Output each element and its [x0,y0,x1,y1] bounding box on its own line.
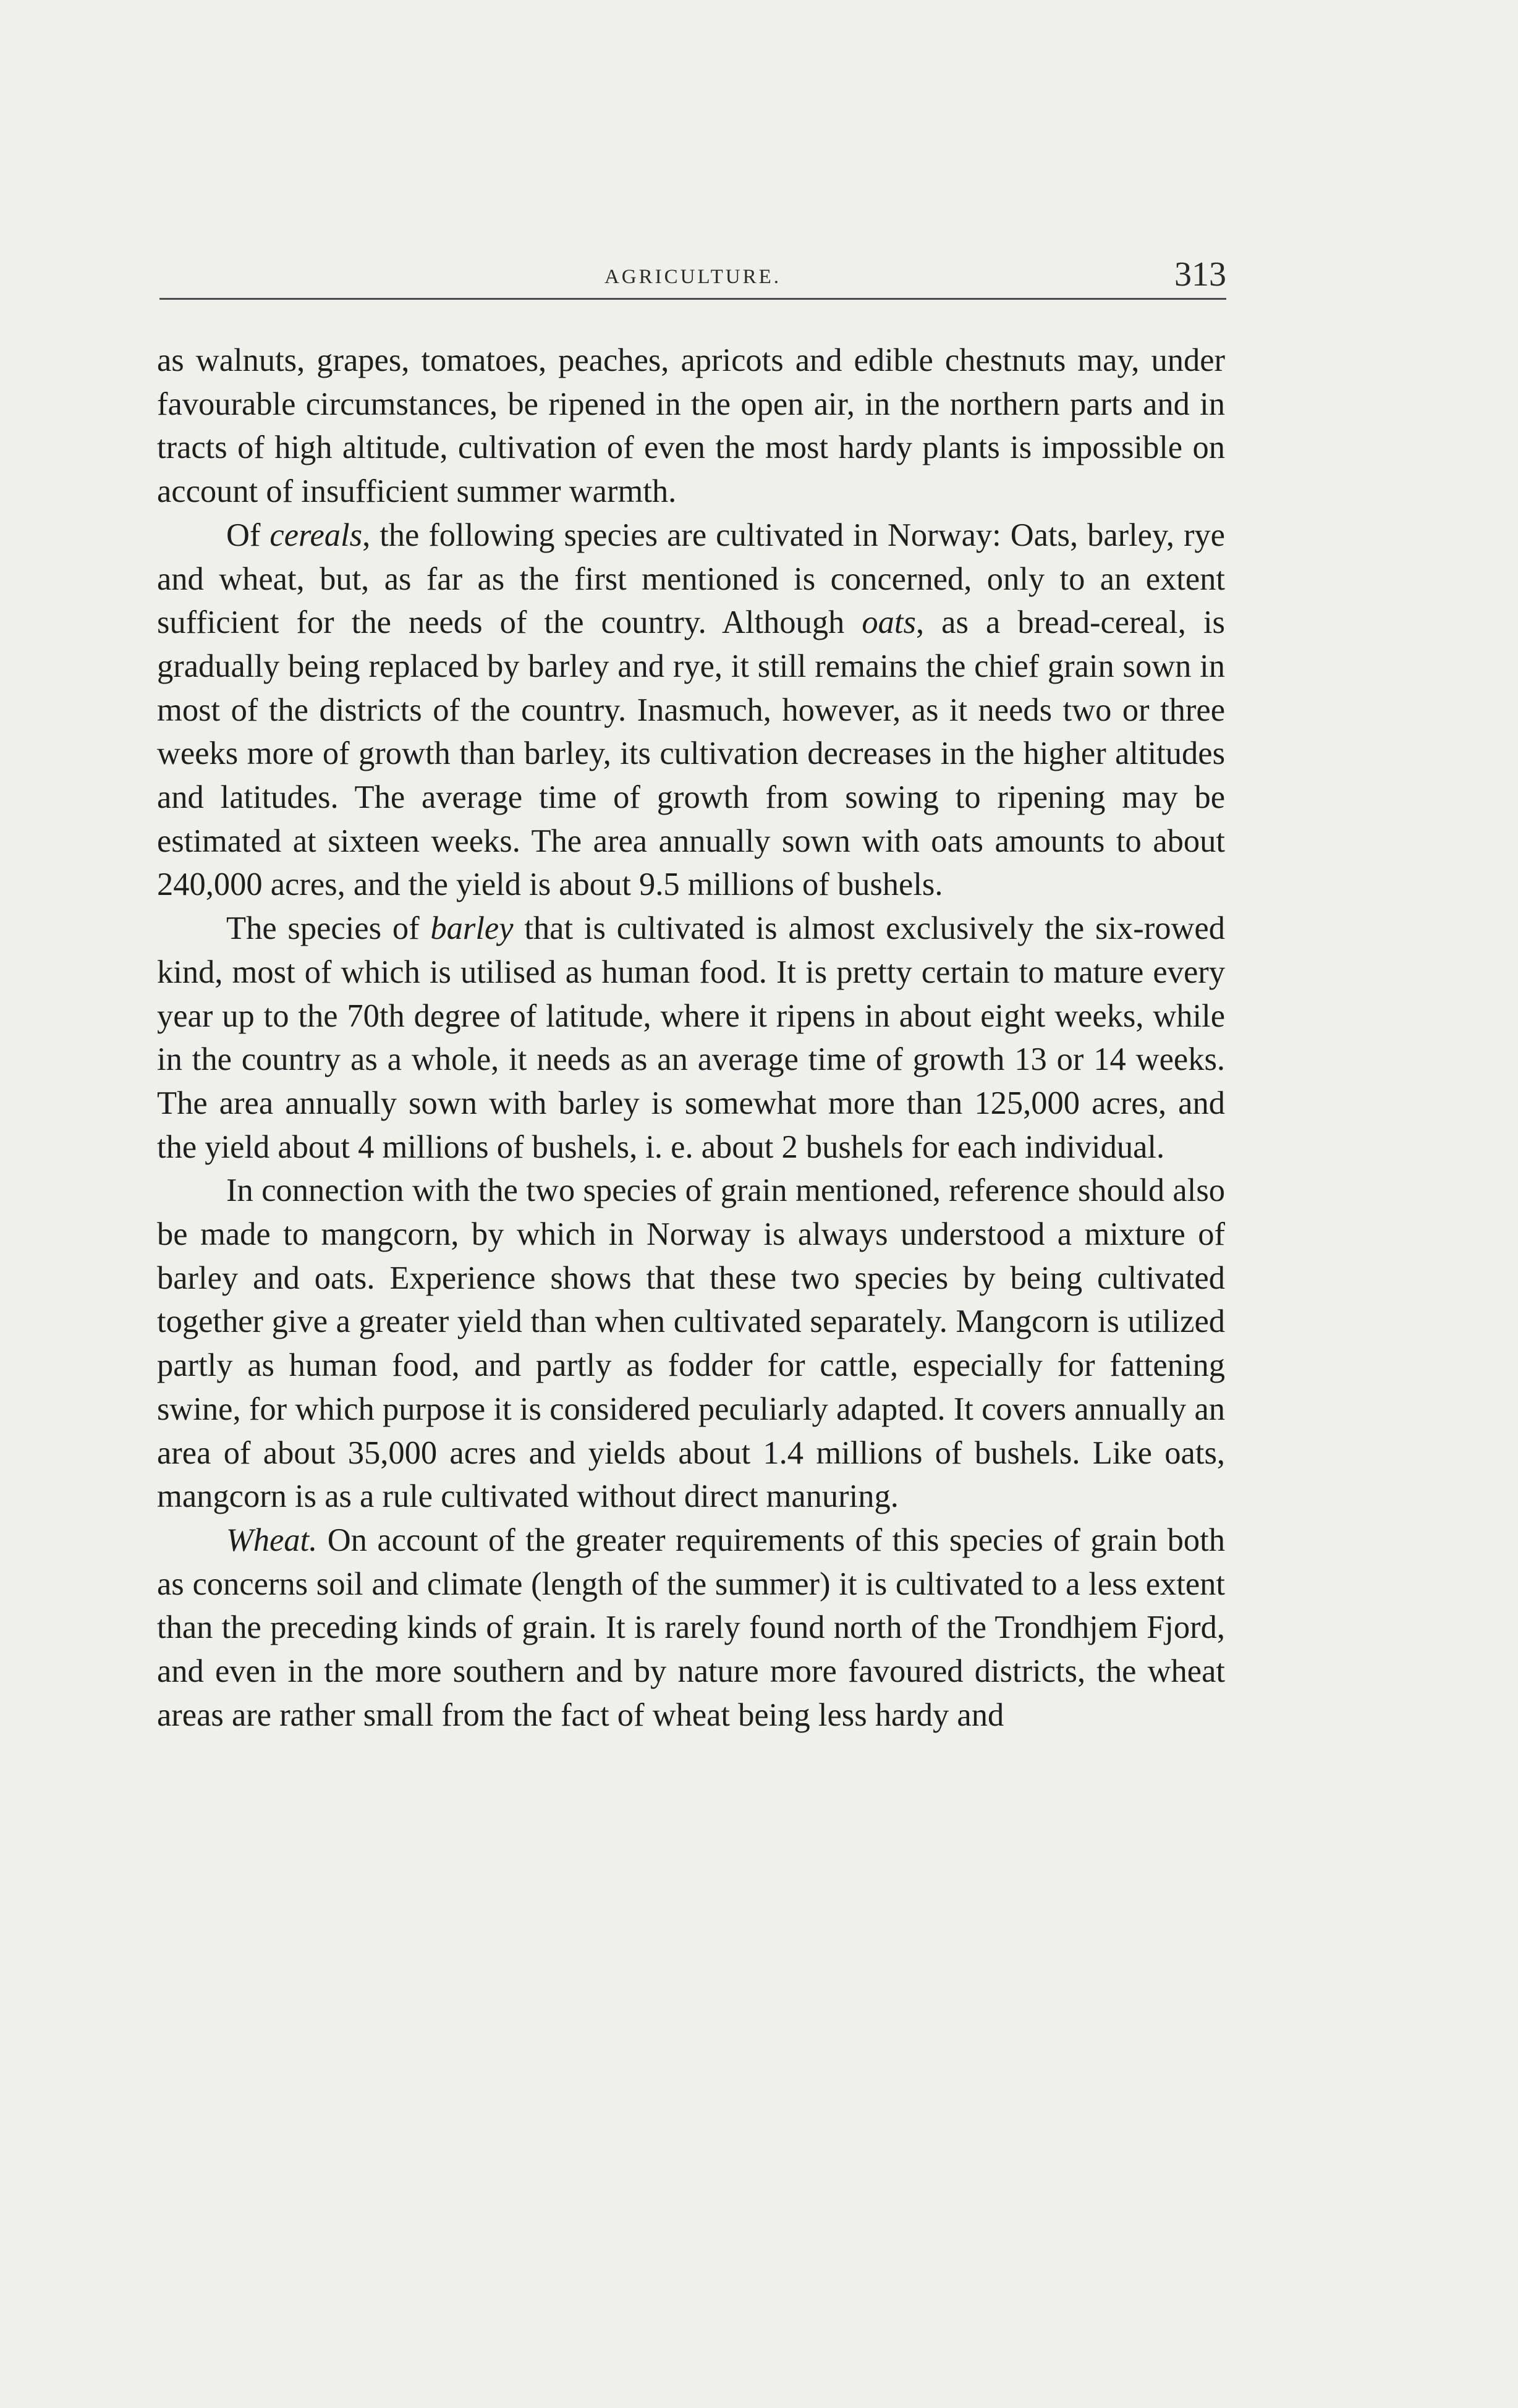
text-run: The species of [226,910,431,947]
paragraph-3 [157,907,1225,1169]
text-run: In connection with the two species of grain mentioned, reference should also be made to mangcorn, by which in Norway is always understood a mixture of barley and oats. Experience shows that these two species by being cultivated together give a greater yield than when cultivated separately. Mangcorn is utilized partly as human food, and partly as fodder for cattle, especially for fattening swine, for which purpose it is considered peculiarly adapted. It covers annually an area of about 35,000 acres and yields about 1.4 millions of bushels. Like oats, mangcorn is as a rule cultivated without direct manuring. [157,1172,1225,1515]
page-header [159,255,1226,300]
text-run: Of [226,517,270,553]
paragraph-2 [157,514,1225,907]
body-text [157,339,1225,1737]
italic-term: Wheat. [226,1522,318,1558]
running-title: AGRICULTURE. [604,266,782,288]
text-run: as walnuts, grapes, tomatoes, peaches, apricots and edible chestnuts may, under favourable circumstances, be ripened in the open air, in the northern parts and in tracts of high altitude, cultivation of even the most hardy plants is impossible on account of insufficient summer warmth. [157,342,1225,510]
italic-term: barley [430,910,514,947]
text-run: that is cultivated is almost exclusively the six-rowed kind, most of which is utilised as human food. It is pretty certain to mature every year up to the 70th degree of latitude, where it ripens in about eight weeks, while in the country as a whole, it needs as an average time of growth 13 or 14 weeks. The area annually sown with barley is somewhat more than 125,000 acres, and the yield about 4 millions of bushels, i. e. about 2 bushels for each individual. [157,910,1225,1165]
text-run: , the following species are cultivated in Norway: Oats, barley, rye and wheat, but, as far as the first mentioned is concerned, only to an extent sufficient for the needs of the country. Although [157,517,1225,641]
italic-term: oats [862,604,916,641]
paragraph-4 [157,1169,1225,1519]
text-run: , as a bread-cereal, is gradually being replaced by barley and rye, it still remains the chief grain sown in most of the districts of the country. Inasmuch, however, as it needs two or three weeks more of growth than barley, its cultivation decreases in the higher altitudes and latitudes. The average time of growth from sowing to ripening may be estimated at sixteen weeks. The area annually sown with oats amounts to about 240,000 acres, and the yield is about 9.5 millions of bushels. [157,604,1225,903]
page-number: 313 [1174,255,1226,294]
paragraph-5 [157,1519,1225,1737]
italic-term: cereals [269,517,363,553]
text-run: On account of the greater requirements of this species of grain both as concerns soil and climate (length of the summer) it is cultivated to a less extent than the preceding kinds of grain. It is rarely found north of the Trondhjem Fjord, and even in the more southern and by nature more favoured districts, the wheat areas are rather small from the fact of wheat being less hardy and [157,1522,1225,1733]
paragraph-1 [157,339,1225,514]
